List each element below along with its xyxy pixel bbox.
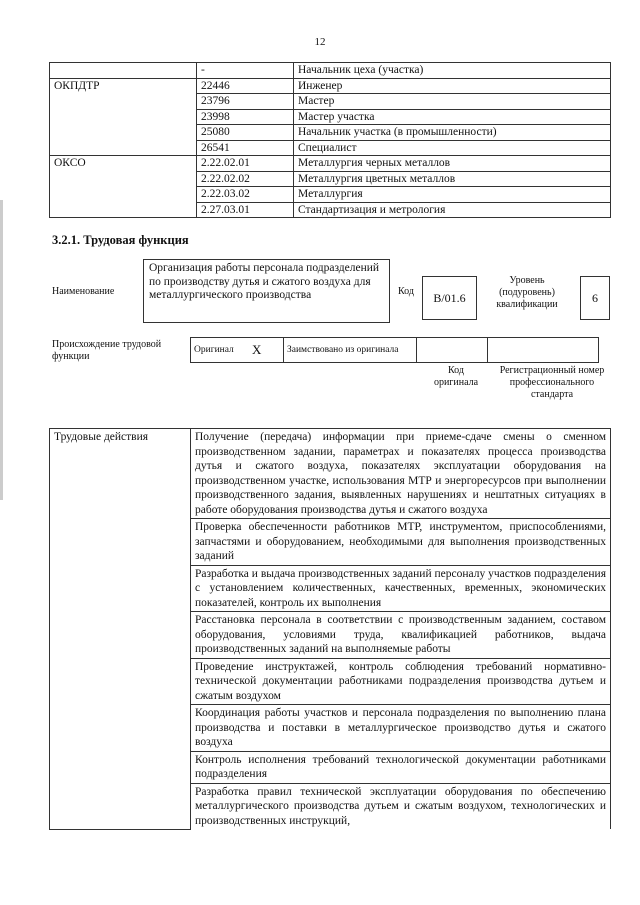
classifier-code: 2.22.02.02: [197, 171, 294, 187]
page-number: 12: [314, 36, 326, 48]
classifier-label: [50, 94, 197, 110]
code-label: Код: [398, 286, 414, 297]
labor-action-text: Расстановка персонала в соответствии с производственным заданием, составом оборудования, условиями труда, квалификацией работников, выдача производственных заданий на выполняемые работы: [191, 612, 611, 659]
borrowed-label: Заимствовано из оригинала: [284, 338, 417, 363]
codes-row: [50, 202, 611, 218]
occupation-name: Мастер: [294, 94, 611, 110]
codes-row: [50, 156, 611, 172]
classifier-code: 2.22.02.01: [197, 156, 294, 172]
labor-action-text: Контроль исполнения требований технологической документации работниками подразделения: [191, 751, 611, 783]
occupation-name: Металлургия цветных металлов: [294, 171, 611, 187]
original-label: Оригинал: [191, 338, 250, 363]
codes-row: [50, 125, 611, 141]
function-name: Организация работы персонала подразделений по производству дутья и сжатого воздуха для металлургического производства: [143, 259, 390, 323]
classifier-label: [50, 202, 197, 218]
name-label: Наименование: [52, 286, 115, 297]
occupation-name: Инженер: [294, 78, 611, 94]
codes-row: [50, 140, 611, 156]
original-code-cell: [417, 338, 488, 363]
classifier-label: [50, 187, 197, 203]
function-code: B/01.6: [422, 276, 477, 320]
origin-label: Происхождение трудовой функции: [52, 339, 162, 362]
classifier-label: ОКСО: [50, 156, 197, 172]
classifier-label: [50, 140, 197, 156]
classifier-label: [50, 171, 197, 187]
original-code-caption: Код оригинала: [433, 365, 479, 388]
classifier-code: 2.22.03.02: [197, 187, 294, 203]
qualification-level: 6: [580, 276, 610, 320]
occupation-name: Начальник цеха (участка): [294, 63, 611, 79]
reg-number-caption: Регистрационный номер профессионального стандарта: [499, 365, 605, 400]
labor-action-text: Разработка и выдача производственных заданий персоналу участков подразделения с установлением количественных, качественных, временных, экономических показателей, контроль их выполнения: [191, 565, 611, 612]
left-scan-edge: [0, 200, 3, 500]
classifier-code: 26541: [197, 140, 294, 156]
occupation-name: Специалист: [294, 140, 611, 156]
labor-action-text: Получение (передача) информации при приеме-сдаче смены о сменном производственном задании, параметрах и показателях процесса производства дутья и сжатого воздуха, показателях эксплуатации оборудования на производственном участке, использования МТР и энергоресурсов при выполнении производственного задания, выявленных нарушениях и нештатных ситуациях в работе оборудования производства дутья и сжатого воздуха: [191, 429, 611, 519]
classifier-code: 23796: [197, 94, 294, 110]
classifier-label: [50, 109, 197, 125]
codes-row: [50, 171, 611, 187]
section-title: 3.2.1. Трудовая функция: [52, 233, 189, 247]
occupation-name: Мастер участка: [294, 109, 611, 125]
classifier-label: [50, 63, 197, 79]
labor-actions-label: Трудовые действия: [50, 429, 191, 830]
codes-row: [50, 63, 611, 79]
classifier-code: -: [197, 63, 294, 79]
classifier-code: 23998: [197, 109, 294, 125]
classifier-code: 22446: [197, 78, 294, 94]
classifier-label: [50, 125, 197, 141]
codes-row: [50, 109, 611, 125]
classifier-code: 2.27.03.01: [197, 202, 294, 218]
original-mark: X: [249, 338, 284, 363]
labor-action-text: Проведение инструктажей, контроль соблюдения требований нормативно-технической документации работниками подразделения производства дутьем и сжатым воздухом: [191, 658, 611, 705]
classifier-label: ОКПДТР: [50, 78, 197, 94]
occupation-name: Начальник участка (в промышленности): [294, 125, 611, 141]
reg-number-cell: [488, 338, 599, 363]
labor-action-text: Координация работы участков и персонала подразделения по выполнению плана производства и поставки в металлургическое производство дутья и сжатого воздуха: [191, 705, 611, 752]
occupation-name: Металлургия черных металлов: [294, 156, 611, 172]
codes-row: [50, 187, 611, 203]
labor-action-text: Проверка обеспеченности работников МТР, инструментом, приспособлениями, запчастями и оборудованием, необходимыми для выполнения производственных заданий: [191, 519, 611, 566]
codes-row: [50, 94, 611, 110]
action-row: [50, 429, 611, 519]
labor-action-text: Разработка правил технической эксплуатации оборудования по обеспечению металлургического производства дутьем и сжатым воздухом, технологических и производственных инструкций,: [191, 783, 611, 829]
labor-actions-table: [49, 428, 611, 830]
codes-table: [49, 62, 611, 218]
codes-row: [50, 78, 611, 94]
occupation-name: Металлургия: [294, 187, 611, 203]
origin-table: [190, 337, 599, 363]
level-label: Уровень (подуровень) квалификации: [496, 275, 558, 310]
classifier-code: 25080: [197, 125, 294, 141]
occupation-name: Стандартизация и метрология: [294, 202, 611, 218]
